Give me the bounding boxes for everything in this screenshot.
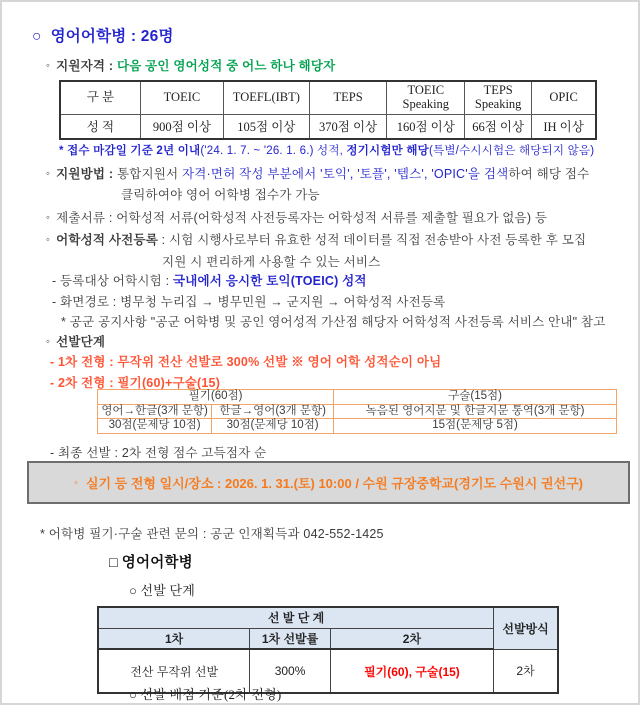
method-header: 선발방식 <box>494 607 558 649</box>
written-header: 필기(60점) <box>98 390 334 405</box>
second-stage-cell: 필기(60), 구술(15) <box>330 649 493 693</box>
note-seg2: ('24. 1. 7. ~ '26. 1. 6.) 성적, <box>200 145 347 157</box>
score-col-toeic-speaking: TOEIC Speaking <box>387 81 465 114</box>
score-validity-note <box>59 142 594 158</box>
english-score-table <box>59 80 597 140</box>
exam-table-type-row <box>98 404 617 419</box>
apply-method-sep: : <box>105 167 117 181</box>
target-exam-value: 국내에서 응시한 토익(TOEIC) 성적 <box>172 274 367 288</box>
apply-method-line1 <box>46 164 589 182</box>
qualification-value: 다음 공인 영어성적 중 어느 하나 해당자 <box>116 59 336 73</box>
score-row-label: 성 적 <box>60 114 140 139</box>
target-exam-line <box>52 271 367 289</box>
screen-path-line: - 화면경로 : 병무청 누리집 → 병무민원 → 군지원 → 어학성적 사전등록 <box>52 295 446 309</box>
written-score1-cell: 30점(문제당 10점) <box>98 419 212 434</box>
score-toeic-speaking-value: 160점 이상 <box>387 114 465 139</box>
section2-heading: □ 영어어학병 <box>109 555 193 571</box>
qualification-label: 지원자격 <box>56 59 106 73</box>
small-circle-bullet-icon: ◦ <box>46 336 51 348</box>
eng-to-kor-cell: 영어→한글(3개 문항) <box>98 404 212 419</box>
apply-method-seg1: 통합지원서 <box>116 167 182 181</box>
score-col-teps: TEPS <box>309 81 387 114</box>
method-cell: 2차 <box>494 649 558 693</box>
kor-to-eng-cell: 한글→영어(3개 문항) <box>212 404 334 419</box>
score-table-data-row <box>60 114 596 139</box>
qualification-sep: : <box>105 59 117 73</box>
stage2-line: - 2차 전형 : 필기(60)+구술(15) <box>50 376 221 390</box>
score-table-header-row <box>60 81 596 114</box>
selection-stage-table <box>97 606 559 694</box>
stages-label: 선발단계 <box>56 335 106 349</box>
note-seg1: * 접수 마감일 기준 2년 이내 <box>59 145 201 157</box>
second-stage-header: 2차 <box>330 628 493 649</box>
prereg-line2: 지원 시 편리하게 사용할 수 있는 서비스 <box>162 255 381 269</box>
written-score2-cell: 30점(문제당 10점) <box>212 419 334 434</box>
note-seg3: 정기시험만 해당 <box>346 145 429 157</box>
qualification-line <box>46 56 335 74</box>
score-teps-speaking-value: 66점 이상 <box>465 114 532 139</box>
apply-method-seg2: 자격·면허 작성 부분에서 '토익', '토플', '텝스', 'OPIC'을 검색 <box>182 167 509 181</box>
stage1-line: - 1차 전형 : 무작위 전산 선발로 300% 선발 ※ 영어 어학 성적순이 아님 <box>50 355 442 369</box>
score-col-gubun: 구 분 <box>60 81 140 114</box>
note-seg4: (특별/수시시험은 해당되지 않음) <box>428 145 595 157</box>
stages-label-line <box>46 332 105 350</box>
small-circle-bullet-icon: ◦ <box>46 60 51 72</box>
sel-table-sub-row <box>98 628 558 649</box>
exam-schedule-text: 실기 등 전형 일시/장소 : 2026. 1. 31.(토) 10:00 / 수원 규장중학교(경기도 수원시 권선구) <box>85 476 583 491</box>
score-col-toefl: TOEFL(IBT) <box>223 81 309 114</box>
exam-table-header-row <box>98 390 617 405</box>
score-opic-value: IH 이상 <box>532 114 596 139</box>
section2-subheading2: ○ 선발 배점 기준(2차 전형) <box>129 687 282 702</box>
score-toeic-value: 900점 이상 <box>140 114 223 139</box>
apply-method-seg3: 하여 해당 점수 <box>508 167 590 181</box>
prereg-notice-line: * 공군 공지사항 "공군 어학병 및 공인 영어성적 가산점 해당자 어학성적 사전등록 서비스 안내" 참고 <box>61 315 606 329</box>
apply-method-line2: 클릭하여야 영어 어학병 접수가 가능 <box>121 188 320 202</box>
prereg-line1 <box>46 230 586 248</box>
rate-cell: 300% <box>250 649 331 693</box>
score-teps-value: 370점 이상 <box>309 114 387 139</box>
page-title <box>32 24 174 46</box>
first-stage-header: 1차 <box>98 628 250 649</box>
exam-breakdown-table <box>97 389 617 434</box>
prereg-label: 어학성적 사전등록 <box>56 233 158 247</box>
apply-method-label: 지원방법 <box>56 167 106 181</box>
target-exam-prefix: - 등록대상 어학시험 : <box>52 274 173 288</box>
interpret-cell: 녹음된 영어지문 및 한글지문 통역(3개 문항) <box>334 404 617 419</box>
documents-line <box>46 208 547 226</box>
documents-text: 제출서류 : 어학성적 서류(어학성적 사전등록자는 어학성적 서류를 제출할 필요가 없음) 등 <box>56 211 548 225</box>
final-selection-line: - 최종 선발 : 2차 전형 점수 고득점자 순 <box>50 446 267 460</box>
score-col-teps-speaking: TEPS Speaking <box>465 81 532 114</box>
sel-table-group-row <box>98 607 558 628</box>
score-col-opic: OPIC <box>532 81 596 114</box>
exam-schedule-notice-box <box>27 461 630 504</box>
contact-line: * 어학병 필기·구술 관련 문의 : 공군 인재획득과 042-552-1425 <box>40 527 384 541</box>
score-toefl-value: 105점 이상 <box>223 114 309 139</box>
page-title-text: 영어어학병 : 26명 <box>50 28 174 45</box>
circle-bullet-icon: ○ <box>32 28 42 45</box>
stage-group-header: 선 발 단 계 <box>98 607 494 628</box>
first-stage-cell: 전산 무작위 선발 <box>98 649 250 693</box>
prereg-seg1: : 시험 시행사로부터 유효한 성적 데이터를 직접 전송받아 사전 등록한 후 모집 <box>157 233 587 247</box>
small-circle-bullet-icon: ◦ <box>74 476 78 489</box>
oral-score-cell: 15점(문제당 5점) <box>334 419 617 434</box>
small-circle-bullet-icon: ◦ <box>46 168 51 180</box>
exam-table-score-row <box>98 419 617 434</box>
section2-subheading: ○ 선발 단계 <box>129 583 195 598</box>
small-circle-bullet-icon: ◦ <box>46 234 51 246</box>
rate-header: 1차 선발률 <box>250 628 331 649</box>
small-circle-bullet-icon: ◦ <box>46 212 51 224</box>
score-col-toeic: TOEIC <box>140 81 223 114</box>
oral-header: 구술(15점) <box>334 390 617 405</box>
